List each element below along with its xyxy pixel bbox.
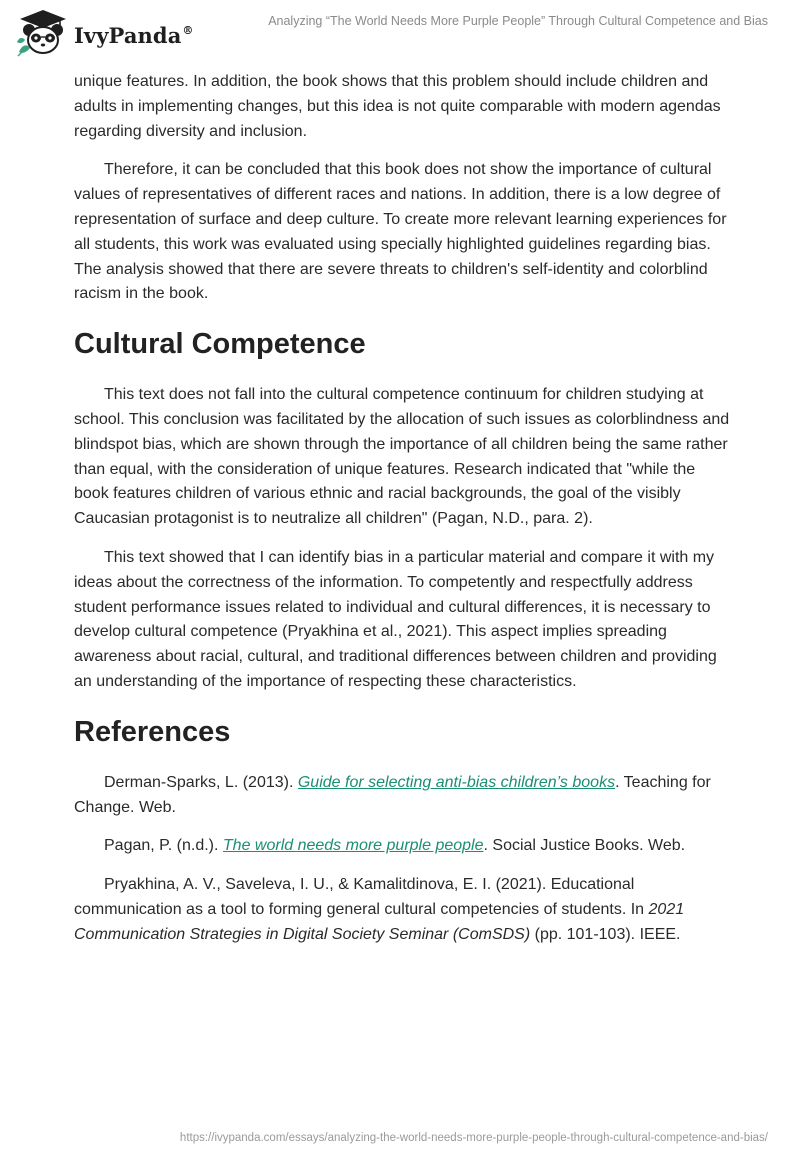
footer-url[interactable]: https://ivypanda.com/essays/analyzing-the-world-needs-more-purple-people-through-cultural-competence-and-bias/ [179,1132,768,1144]
document-title: Analyzing “The World Needs More Purple People” Through Cultural Competence and Bias [268,14,768,28]
registered-mark: ® [182,23,194,37]
essay-content [74,70,734,962]
panda-graduate-icon [14,8,72,58]
reference-link[interactable]: Guide for selecting anti-bias children’s books [297,773,616,791]
reference-item [74,834,734,859]
section-heading-references: References [74,715,231,748]
reference-item [74,771,734,821]
section-heading-cultural-competence: Cultural Competence [74,328,366,361]
page-header [0,0,800,64]
reference-link[interactable]: The world needs more purple people [222,837,484,855]
reference-text: Derman-Sparks, L. (2013). [104,773,298,791]
reference-source-title: 2021 Communication Strategies in Digital Society Seminar (ComSDS) [74,900,685,943]
reference-text: (pp. 101-103). IEEE. [530,925,681,943]
reference-text: Pagan, P. (n.d.). [104,837,223,855]
paragraph-continued: unique features. In addition, the book shows that this problem should include children and adults in implementing changes, but this idea is not quite comparable with modern agendas regarding diversity and inclusion. [74,73,721,140]
paragraph-conclusion: Therefore, it can be concluded that this book does not show the importance of cultural values of representatives of different races and nations. In addition, there is a low degree of representation of surface and deep culture. To create more relevant learning experiences for all students, this work was evaluated using specially highlighted guidelines regarding bias. The analysis showed that there are severe threats to children's self-identity and colorblind racism in the book. [74,161,727,303]
ivypanda-logo[interactable] [14,8,194,58]
reference-item [74,873,734,947]
brand-name: IvyPanda® [74,22,194,48]
paragraph-cultural-2: This text showed that I can identify bias in a particular material and compare it with my ideas about the correctness of the information. To competently and respectfully address student performance issues related to individual and cultural differences, it is necessary to develop cultural competence (Pryakhina et al., 2021). This aspect implies spreading awareness about racial, cultural, and traditional differences between children and providing an understanding of the importance of respecting these characteristics. [74,548,717,690]
paragraph-cultural-1: This text does not fall into the cultural competence continuum for children studying at school. This conclusion was facilitated by the allocation of such issues as colorblindness and blindspot bias, which are shown through the importance of all children being the same rather than equal, with the consideration of unique features. Research indicated that "while the book features children of various ethnic and racial backgrounds, the goal of the visibly Caucasian protagonist is to neutralize all children" (Pagan, N.D., para. 2). [74,386,730,528]
reference-text: . Social Justice Books. Web. [483,837,686,855]
reference-text: Pryakhina, A. V., Saveleva, I. U., & Kamalitdinova, E. I. (2021). Educational communication as a tool to forming general cultural competencies of students. In [74,876,649,918]
reference-text: . Teaching for Change. Web. [74,773,711,816]
